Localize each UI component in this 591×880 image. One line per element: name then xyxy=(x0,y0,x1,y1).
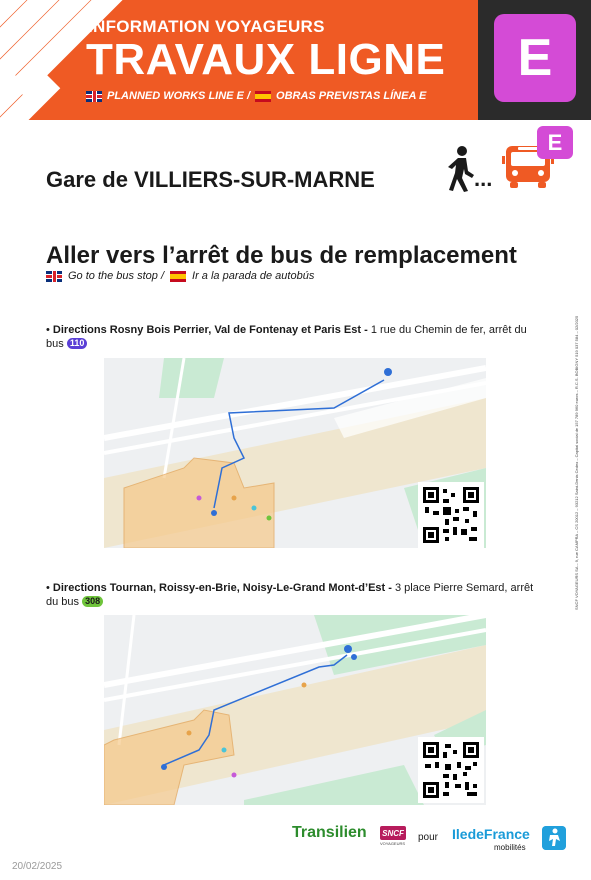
station-prefix: Gare de xyxy=(46,167,135,192)
header-subtitle-es: OBRAS PREVISTAS LÍNEA E xyxy=(276,90,427,102)
header-title: TRAVAUX LIGNE xyxy=(86,35,446,84)
transilien-logo: Transilien xyxy=(292,824,367,841)
uk-flag-icon xyxy=(46,271,62,282)
publication-date: 20/02/2025 xyxy=(12,861,63,872)
header-kicker: INFORMATION VOYAGEURS xyxy=(88,17,325,36)
direction-item-1 xyxy=(46,323,546,351)
bullet: • xyxy=(46,324,50,336)
direction-destinations: Directions Tournan, Roissy-en-Brie, Noisy-Le-Grand Mont-d’Est - xyxy=(52,582,392,594)
legal-notice: SNCF VOYAGEURS SA – 9, rue CAMPRA – CS 20012 – 93212 Saint-Denis Cedex – Capital social de 157 789 960 euros – R.C.S. BOBIGNY 519 037 584 – 02/2025 xyxy=(574,315,579,610)
section-subtitle-es: Ir a la parada de autobús xyxy=(192,270,315,282)
header-subtitle xyxy=(86,90,426,102)
header-banner xyxy=(0,0,591,120)
sncf-subtitle: VOYAGEURS xyxy=(380,841,406,846)
qr-code xyxy=(418,482,484,548)
qr-code-icon xyxy=(421,485,481,545)
station-name: VILLIERS-SUR-MARNE xyxy=(134,167,375,192)
idf-mobilites-subtitle: mobilités xyxy=(494,843,526,852)
spain-flag-icon xyxy=(170,271,186,282)
station-title xyxy=(46,167,375,193)
map-direction-1 xyxy=(104,358,486,548)
station-dots: ... xyxy=(474,166,493,191)
header-subtitle-en: PLANNED WORKS LINE E / xyxy=(107,90,251,102)
footer-pour: pour xyxy=(418,832,439,843)
sncf-logo: SNCF xyxy=(380,826,406,840)
qr-code xyxy=(418,737,484,803)
bullet: • xyxy=(46,582,50,594)
section-title: Aller vers l’arrêt de bus de remplacement xyxy=(46,242,517,269)
direction-location: 3 place Pierre Semard, arrêt du bus xyxy=(46,582,534,608)
line-e-badge: E xyxy=(494,14,576,102)
idf-mobilites-icon xyxy=(542,826,566,850)
direction-destinations: Directions Rosny Bois Perrier, Val de Fontenay et Paris Est - xyxy=(52,324,368,336)
direction-location: 1 rue du Chemin de fer, arrêt du bus xyxy=(46,324,527,350)
direction-item-2 xyxy=(46,581,546,609)
section-subtitle-en: Go to the bus stop / xyxy=(68,270,165,282)
bus-number-badge: 110 xyxy=(67,338,88,349)
section-subtitle xyxy=(46,270,314,282)
uk-flag-icon xyxy=(86,91,102,102)
qr-code-icon xyxy=(421,740,481,800)
bus-number-badge: 308 xyxy=(82,596,103,607)
spain-flag-icon xyxy=(255,91,271,102)
bus-line-e-badge: E xyxy=(537,126,573,159)
idf-mobilites-logo: IledeFrance xyxy=(452,826,530,842)
map-direction-2 xyxy=(104,615,486,805)
